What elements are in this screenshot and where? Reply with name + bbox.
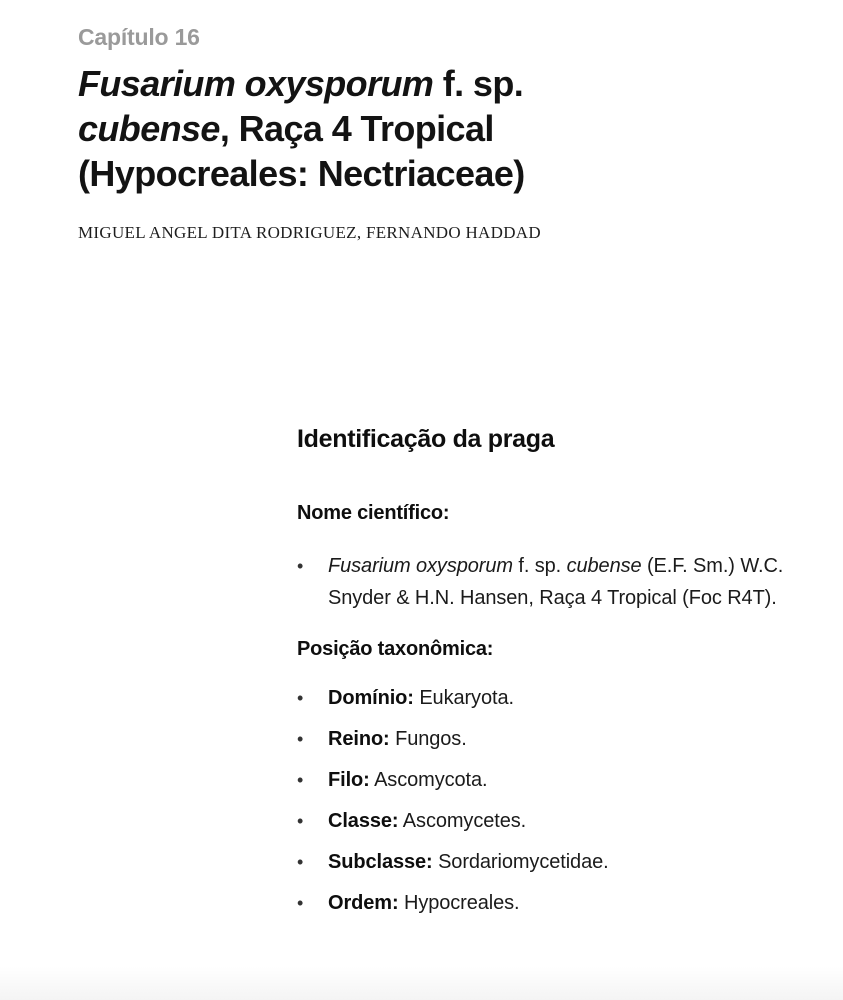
sci-regular-2: (E.F. Sm.) W.C. Snyder & H.N. Hansen, Raça 4 Tropical (Foc R4T).: [328, 555, 784, 609]
bullet-icon: •: [297, 811, 304, 831]
scientific-name-heading: Nome científico:: [297, 502, 450, 524]
title-species-italic: Fusarium oxysporum: [78, 63, 434, 104]
list-item: [297, 686, 797, 711]
chapter-title: [78, 61, 638, 196]
authors-line: MIGUEL ANGEL DITA RODRIGUEZ, FERNANDO HADDAD: [78, 223, 541, 242]
scientific-name-list: [297, 550, 797, 614]
taxonomy-text: [328, 727, 467, 752]
list-item: [297, 809, 797, 834]
sci-forma-italic: cubense: [566, 555, 642, 577]
taxonomy-list: [297, 686, 797, 916]
taxonomy-label: Reino:: [328, 728, 390, 750]
identification-section: [297, 424, 797, 932]
page-bottom-shadow: [0, 966, 843, 1000]
taxonomy-value: Ascomycota.: [369, 769, 488, 791]
taxonomy-heading: Posição taxonômica:: [297, 638, 494, 660]
taxonomy-text: [328, 891, 520, 916]
taxonomy-label: Classe:: [328, 810, 399, 832]
taxonomy-text: [328, 768, 487, 793]
title-line2-regular: , Raça 4 Tropical: [219, 108, 494, 149]
taxonomy-value: Fungos.: [389, 728, 467, 750]
title-subspecies-italic: cubense: [78, 108, 220, 149]
sci-genus-italic: Fusarium oxysporum: [328, 555, 513, 577]
title-line1-regular: f. sp.: [433, 63, 524, 104]
list-item: [297, 768, 797, 793]
title-line3: (Hypocreales: Nectriaceae): [78, 153, 525, 194]
taxonomy-text: [328, 686, 514, 711]
bullet-icon: •: [297, 729, 304, 749]
scientific-name-text: [328, 550, 797, 614]
list-item: [297, 891, 797, 916]
taxonomy-label: Filo:: [328, 769, 370, 791]
taxonomy-value: Sordariomycetidae.: [432, 851, 609, 873]
section-heading: Identificação da praga: [297, 425, 555, 453]
taxonomy-value: Hypocreales.: [398, 892, 520, 914]
taxonomy-text: [328, 809, 526, 834]
taxonomy-label: Subclasse:: [328, 851, 433, 873]
bullet-icon: •: [297, 556, 304, 576]
taxonomy-value: Eukaryota.: [413, 687, 514, 709]
list-item: [297, 727, 797, 752]
chapter-header: [78, 24, 638, 243]
taxonomy-text: [328, 850, 609, 875]
list-item: [297, 550, 797, 614]
taxonomy-value: Ascomycetes.: [398, 810, 527, 832]
bullet-icon: •: [297, 770, 304, 790]
bullet-icon: •: [297, 688, 304, 708]
taxonomy-label: Ordem:: [328, 892, 399, 914]
chapter-label: Capítulo 16: [78, 24, 200, 50]
bullet-icon: •: [297, 852, 304, 872]
bullet-icon: •: [297, 893, 304, 913]
list-item: [297, 850, 797, 875]
taxonomy-label: Domínio:: [328, 687, 414, 709]
sci-regular-1: f. sp.: [512, 555, 567, 577]
